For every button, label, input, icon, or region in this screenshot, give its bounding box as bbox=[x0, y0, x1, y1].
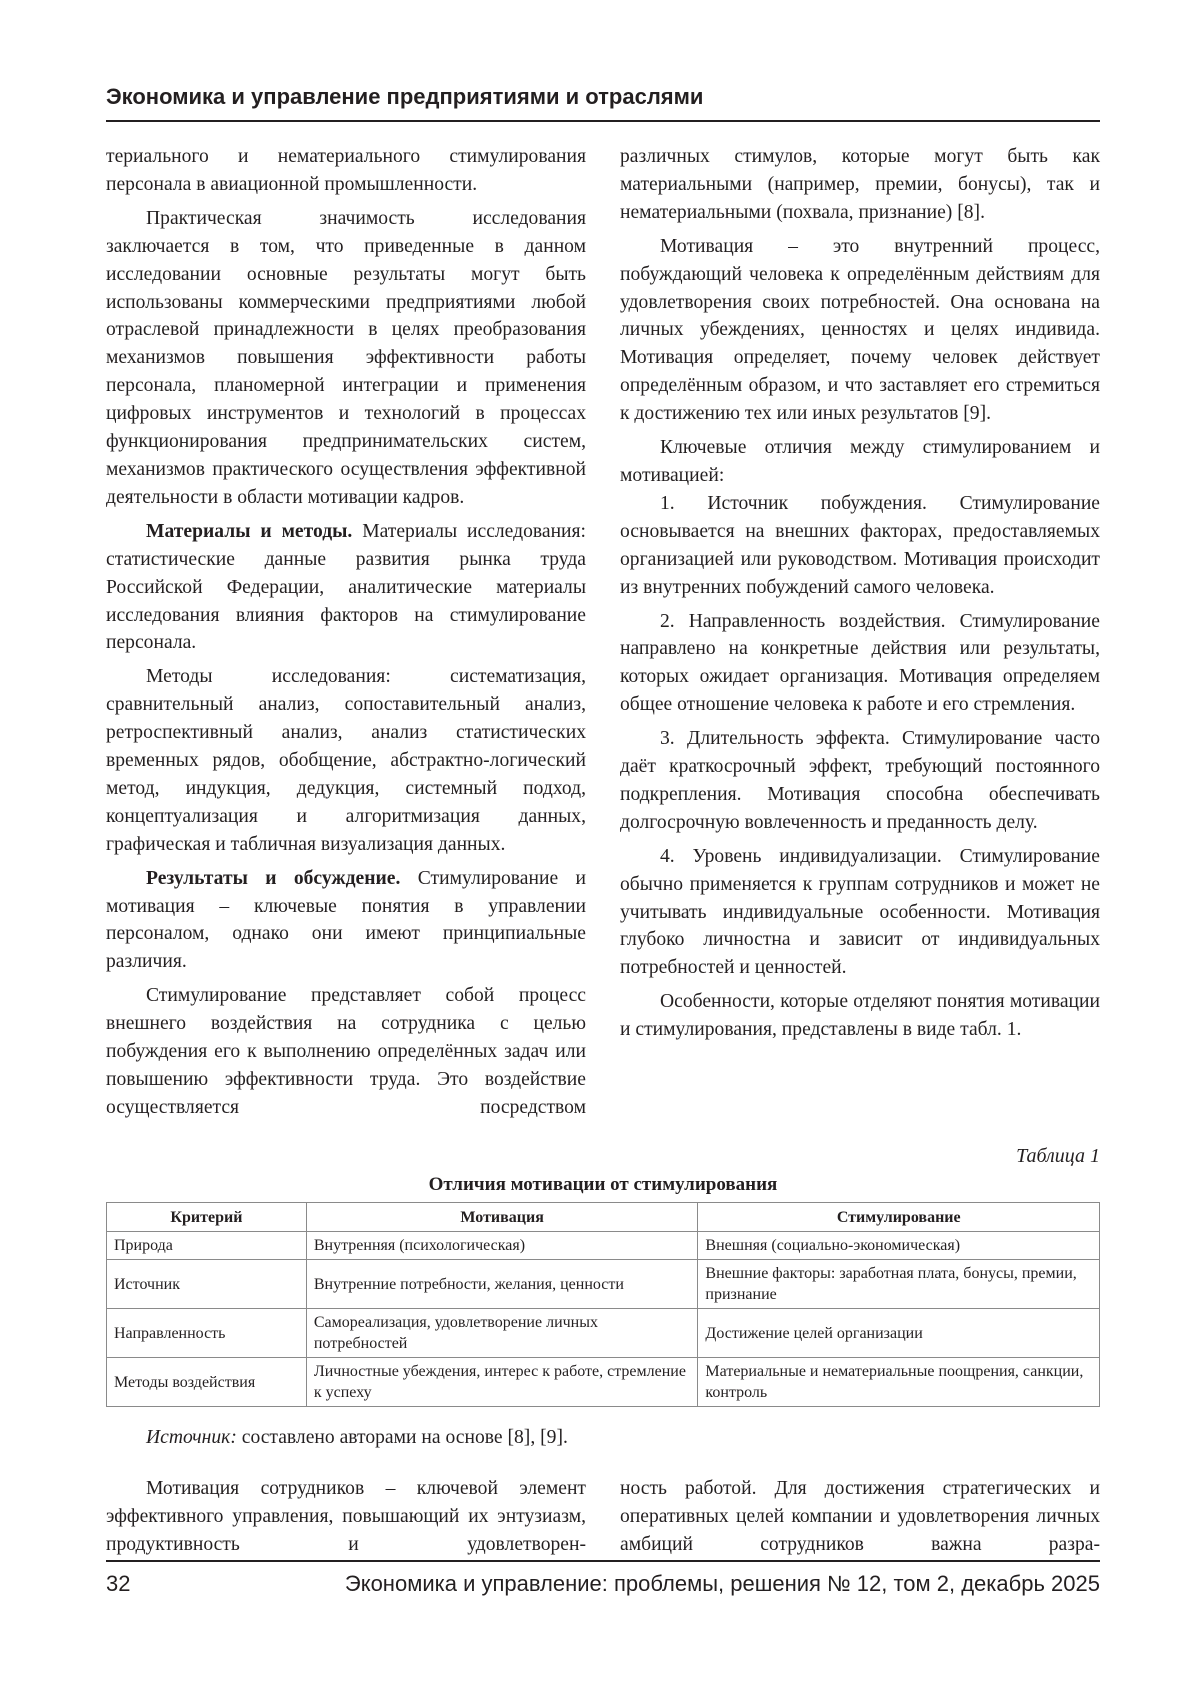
paragraph: различных стимулов, которые могут быть как материальными (например, премии, бонусы), так и нематериальными (похвала, признание) [8]. bbox=[620, 146, 1100, 223]
section-heading: Результаты и обсуждение. bbox=[146, 867, 401, 889]
column-header: Стимулирование bbox=[698, 1203, 1100, 1232]
table-cell: Направленность bbox=[107, 1309, 307, 1358]
paragraph: Мотивация – это внутренний процесс, побуждающий человека к определённым действиям для удовлетворения своих потребностей. Она основана на личных убеждениях, ценностях и целях индивида. Мотивация определяет, почему человек действует определённым образом, и что заставляет его стремиться к достижению тех или иных результатов [9]. bbox=[620, 235, 1100, 425]
paragraph: Практическая значимость исследования заключается в том, что приведенные в данном исследовании основные результаты могут быть использованы коммерческими предприятиями любой отраслевой принадлежности в целях преобразования механизмов повышения эффективности работы персонала, планомерной интеграции и применения цифровых инструментов и технологий в процессах функционирования предпринимательских систем, механизмов практического осуществления эффективной деятельности в области мотивации кадров. bbox=[106, 207, 586, 508]
list-item: 4. Уровень индивидуализации. Стимулирование обычно применяется к группам сотрудников и может не учитывать индивидуальные особенности. Мотивация глубоко личностна и зависит от индивидуальных потребностей и ценностей. bbox=[620, 845, 1100, 979]
table-cell: Природа bbox=[107, 1232, 307, 1260]
paragraph: Методы исследования: систематизация, сравнительный анализ, сопоставительный анализ, ретроспективный анализ, анализ статистических временных рядов, обобщение, абстрактно-логический метод, индукция, дедукция, системный подход, концептуализация и алгоритмизация данных, графическая и табличная визуализация данных. bbox=[106, 666, 586, 855]
journal-name: Экономика и управление: проблемы, решения № 12, том 2, декабрь 2025 bbox=[344, 1571, 1100, 1596]
table-cell: Самореализация, удовлетворение личных потребностей bbox=[306, 1309, 698, 1358]
table-row bbox=[107, 1232, 1100, 1260]
paragraph: Мотивация сотрудников – ключевой элемент эффективного управления, повышающий их энтузиазм, продуктивность и удовлетворен- bbox=[106, 1478, 586, 1555]
table-cell: Личностные убеждения, интерес к работе, стремление к успеху bbox=[306, 1358, 698, 1407]
table-cell: Внутренняя (психологическая) bbox=[306, 1232, 698, 1260]
table-source-note: Источник: составлено авторами на основе [8], [9]. bbox=[146, 1427, 568, 1448]
bottom-right-column bbox=[620, 1475, 1100, 1559]
table-cell: Внешняя (социально-экономическая) bbox=[698, 1232, 1100, 1260]
materials-paragraph: Материалы и методы. Материалы исследования: статистические данные развития рынка труда Российской Федерации, аналитические материалы исследования влияния факторов на стимулирование персонала. bbox=[106, 520, 586, 654]
paragraph: ность работой. Для достижения стратегических и оперативных целей компании и удовлетворения личных амбиций сотрудников важна разра- bbox=[620, 1478, 1100, 1555]
running-header: Экономика и управление предприятиями и отраслями bbox=[106, 84, 704, 109]
list-item: 3. Длительность эффекта. Стимулирование часто даёт краткосрочный эффект, требующий постоянного подкрепления. Мотивация способна обеспечивать долгосрочную вовлеченность и преданность делу. bbox=[620, 728, 1100, 833]
header-rule bbox=[106, 120, 1100, 122]
table-row bbox=[107, 1260, 1100, 1309]
table-label: Таблица 1 bbox=[1016, 1145, 1100, 1167]
table-cell: Источник bbox=[107, 1260, 307, 1309]
list-item: 2. Направленность воздействия. Стимулирование направлено на конкретные действия или результаты, которых ожидает организация. Мотивация определяем общее отношение человека к работе и его стремления. bbox=[620, 610, 1100, 716]
column-header: Критерий bbox=[107, 1203, 307, 1232]
left-column bbox=[106, 143, 586, 1122]
page-footer bbox=[106, 1566, 1100, 1602]
table-cell: Внутренние потребности, желания, ценности bbox=[306, 1260, 698, 1309]
bottom-left-column bbox=[106, 1475, 586, 1559]
footer-rule bbox=[106, 1560, 1100, 1562]
table-row bbox=[107, 1309, 1100, 1358]
table-header-row bbox=[107, 1203, 1100, 1232]
table-row bbox=[107, 1358, 1100, 1407]
paragraph: териального и нематериального стимулирования персонала в авиационной промышленности. bbox=[106, 146, 586, 195]
table-cell: Методы воздействия bbox=[107, 1358, 307, 1407]
paragraph: Стимулирование представляет собой процесс внешнего воздействия на сотрудника с целью побуждения его к выполнению определённых задач или повышению эффективности труда. Это воздействие осуществляется посредством bbox=[106, 985, 586, 1118]
right-column bbox=[620, 143, 1100, 1044]
section-heading: Материалы и методы. bbox=[146, 520, 353, 542]
table-cell: Внешние факторы: заработная плата, бонусы, премии, признание bbox=[698, 1260, 1100, 1309]
list-item: 1. Источник побуждения. Стимулирование основывается на внешних факторах, предоставляемых организацией или руководством. Мотивация происходит из внутренних побуждений самого человека. bbox=[620, 492, 1100, 598]
column-header: Мотивация bbox=[306, 1203, 698, 1232]
comparison-table bbox=[106, 1202, 1100, 1407]
paragraph: Особенности, которые отделяют понятия мотивации и стимулирования, представлены в виде табл. 1. bbox=[620, 991, 1100, 1041]
source-label: Источник: bbox=[146, 1427, 237, 1448]
table-cell: Материальные и нематериальные поощрения, санкции, контроль bbox=[698, 1358, 1100, 1407]
paragraph: Ключевые отличия между стимулированием и мотивацией: bbox=[620, 437, 1100, 486]
table-cell: Достижение целей организации bbox=[698, 1309, 1100, 1358]
page-number: 32 bbox=[106, 1571, 131, 1596]
results-paragraph: Результаты и обсуждение. Стимулирование и мотивация – ключевые понятия в управлении персоналом, однако они имеют принципиальные различия. bbox=[106, 867, 586, 973]
table-title: Отличия мотивации от стимулирования bbox=[428, 1174, 778, 1195]
